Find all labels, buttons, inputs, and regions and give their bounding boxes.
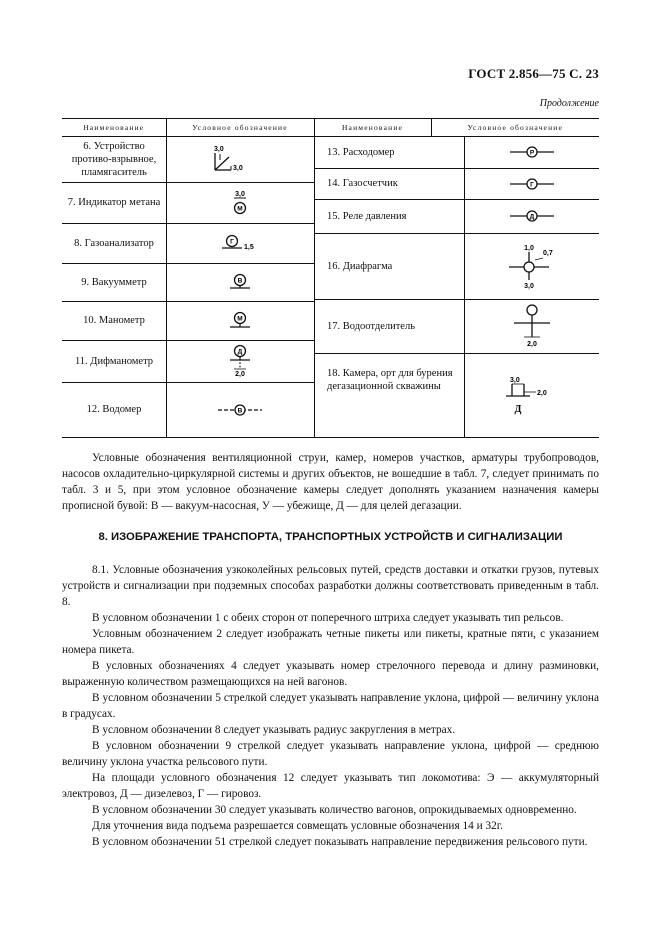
svg-text:В: В bbox=[237, 407, 243, 414]
paragraph: Для уточнения вида подъема разрешается совмещать условные обозначения 14 и 32г. bbox=[92, 820, 503, 832]
svg-text:1,0: 1,0 bbox=[523, 245, 534, 252]
svg-text:3,0: 3,0 bbox=[235, 190, 245, 198]
symbols-table bbox=[62, 118, 599, 137]
svg-text:3,0: 3,0 bbox=[233, 165, 243, 172]
table-row-17-symbol bbox=[464, 299, 599, 353]
svg-text:М: М bbox=[237, 205, 243, 212]
diff-manometer-symbol bbox=[225, 343, 255, 379]
water-meter-symbol bbox=[218, 403, 262, 417]
svg-text:2,0: 2,0 bbox=[526, 341, 537, 348]
svg-text:2,0: 2,0 bbox=[536, 390, 547, 397]
table-row-9-symbol bbox=[166, 263, 314, 301]
paragraph: На площади условного обозначения 12 следует указывать тип локомотива: Э — аккумуляторный электровоз, Д — дизелевоз, Г — гировоз. bbox=[62, 772, 599, 800]
column-header-symbol: Условное обозначение bbox=[431, 119, 599, 137]
body-paragraph-1 bbox=[62, 450, 599, 514]
svg-text:3,0: 3,0 bbox=[509, 377, 520, 384]
paragraph: 8.1. Условные обозначения узкоколейных рельсовых путей, средств доставки и откатки грузов, путевых устройств и сигнализации при подземных способах разработки должны соответствовать приведенным в табл. 8. bbox=[62, 564, 599, 608]
paragraph: В условном обозначении 5 стрелкой следует указывать направление уклона, цифрой — величину уклона в градусах. bbox=[62, 692, 599, 720]
svg-text:3,0: 3,0 bbox=[523, 283, 534, 290]
table-row-7-symbol bbox=[166, 182, 314, 223]
flow-meter-symbol bbox=[510, 145, 554, 159]
table-row-7-name: 7. Индикатор метана bbox=[67, 197, 161, 208]
svg-text:0,7: 0,7 bbox=[542, 250, 553, 257]
section-body bbox=[62, 562, 599, 850]
table-row-15-name: 15. Реле давления bbox=[327, 210, 407, 222]
svg-text:В: В bbox=[237, 277, 243, 285]
paragraph: В условном обозначении 8 следует указывать радиус закругления в метрах. bbox=[92, 724, 456, 736]
table-row-14-name: 14. Газосчетчик bbox=[327, 178, 398, 189]
svg-text:2,0: 2,0 bbox=[235, 371, 245, 378]
pressure-relay-symbol bbox=[510, 209, 554, 223]
diaphragm-symbol bbox=[507, 242, 557, 290]
paragraph: В условном обозначении 1 с обеих сторон от поперечного штриха следует указывать тип рельсов. bbox=[92, 612, 564, 624]
table-row-10-name: 10. Манометр bbox=[83, 315, 145, 326]
table-row-17-name: 17. Водоотделитель bbox=[327, 320, 415, 332]
explosion-protector-symbol bbox=[210, 143, 270, 175]
paragraph: В условном обозначении 51 стрелкой следует показывать направление передвижения рельсового пути. bbox=[92, 836, 588, 848]
gas-counter-symbol bbox=[510, 177, 554, 191]
table-row-10-symbol bbox=[166, 301, 314, 340]
table-row-8-name: 8. Газоанализатор bbox=[74, 237, 154, 249]
svg-text:Д: Д bbox=[237, 348, 243, 356]
methane-indicator-symbol bbox=[225, 188, 255, 218]
page-header: ГОСТ 2.856—75 С. 23 bbox=[468, 66, 599, 81]
svg-text:Д: Д bbox=[514, 404, 521, 415]
table-row-15-symbol bbox=[464, 199, 599, 233]
manometer-symbol bbox=[225, 310, 255, 332]
gas-analyzer-symbol bbox=[218, 232, 262, 254]
column-header-symbol: Условное обозначение bbox=[166, 119, 314, 137]
table-row-13-name: 13. Расходомер bbox=[327, 146, 395, 158]
table-row-8-symbol bbox=[166, 223, 314, 263]
svg-text:М: М bbox=[237, 315, 243, 322]
paragraph: Условные обозначения вентиляционной струи, камер, номеров участков, арматуры трубопроводов, насосов охладительно-циркулярной системы и других объектов, не вошедшие в табл. 7, следует принимать по табл. 3 и 5, при этом условное обозначение камеры следует дополнять указанием назначения камеры прописной бувой: В — вакуум-насосная, У — убежище, Д — для целей дегазации. bbox=[62, 452, 599, 512]
paragraph: В условных обозначениях 4 следует указывать номер стрелочного перевода и длину разминовки, выраженную количеством размещающихся на ней вагонов. bbox=[62, 660, 599, 688]
table-row-16-name: 16. Диафрагма bbox=[327, 260, 393, 272]
table-row-6-name: 6. Устройство противо-взрывное, пламягаситель bbox=[71, 140, 157, 178]
water-separator-symbol bbox=[510, 303, 554, 349]
paragraph: В условном обозначении 30 следует указывать количество вагонов, опрокидываемых одновременно. bbox=[92, 804, 577, 816]
table-row-6-symbol bbox=[166, 136, 314, 182]
column-header-name: Наименование bbox=[62, 119, 166, 137]
table-row-13-symbol bbox=[464, 136, 599, 168]
table-row-18-symbol bbox=[464, 353, 599, 437]
section-title: 8. ИЗОБРАЖЕНИЕ ТРАНСПОРТА, ТРАНСПОРТНЫХ УСТРОЙСТВ И СИГНАЛИЗАЦИИ bbox=[98, 531, 563, 543]
table-row-16-symbol bbox=[464, 233, 599, 299]
paragraph: Условным обозначением 2 следует изображать четные пикеты или пикеты, кратные пяти, с указанием номера пикета. bbox=[62, 628, 599, 656]
svg-text:Г: Г bbox=[230, 238, 234, 246]
column-header-name: Наименование bbox=[314, 119, 431, 137]
table-row-11-symbol bbox=[166, 340, 314, 382]
degassing-chamber-symbol bbox=[502, 374, 562, 416]
table-row-12-name: 12. Водомер bbox=[86, 404, 142, 415]
svg-text:Д: Д bbox=[529, 213, 534, 221]
table-row-11-name: 11. Дифманометр bbox=[74, 355, 154, 367]
vacuum-gauge-symbol bbox=[225, 271, 255, 293]
table-row-12-symbol bbox=[166, 382, 314, 437]
svg-text:Р: Р bbox=[529, 149, 534, 157]
continued-label: Продолжение bbox=[539, 98, 599, 109]
table-row-9-name: 9. Вакуумметр bbox=[81, 276, 147, 288]
table-row-18-name: 18. Камера, орт для бурения дегазационной скважины bbox=[327, 368, 453, 392]
svg-text:Г: Г bbox=[529, 181, 534, 188]
symbols-grid bbox=[62, 136, 599, 437]
paragraph: В условном обозначении 9 стрелкой следует указывать направление уклона, цифрой — среднюю величину уклона участка рельсового пути. bbox=[62, 740, 599, 768]
svg-text:3,0: 3,0 bbox=[214, 146, 224, 153]
table-row-14-symbol bbox=[464, 168, 599, 199]
svg-text:1,5: 1,5 bbox=[244, 244, 254, 251]
